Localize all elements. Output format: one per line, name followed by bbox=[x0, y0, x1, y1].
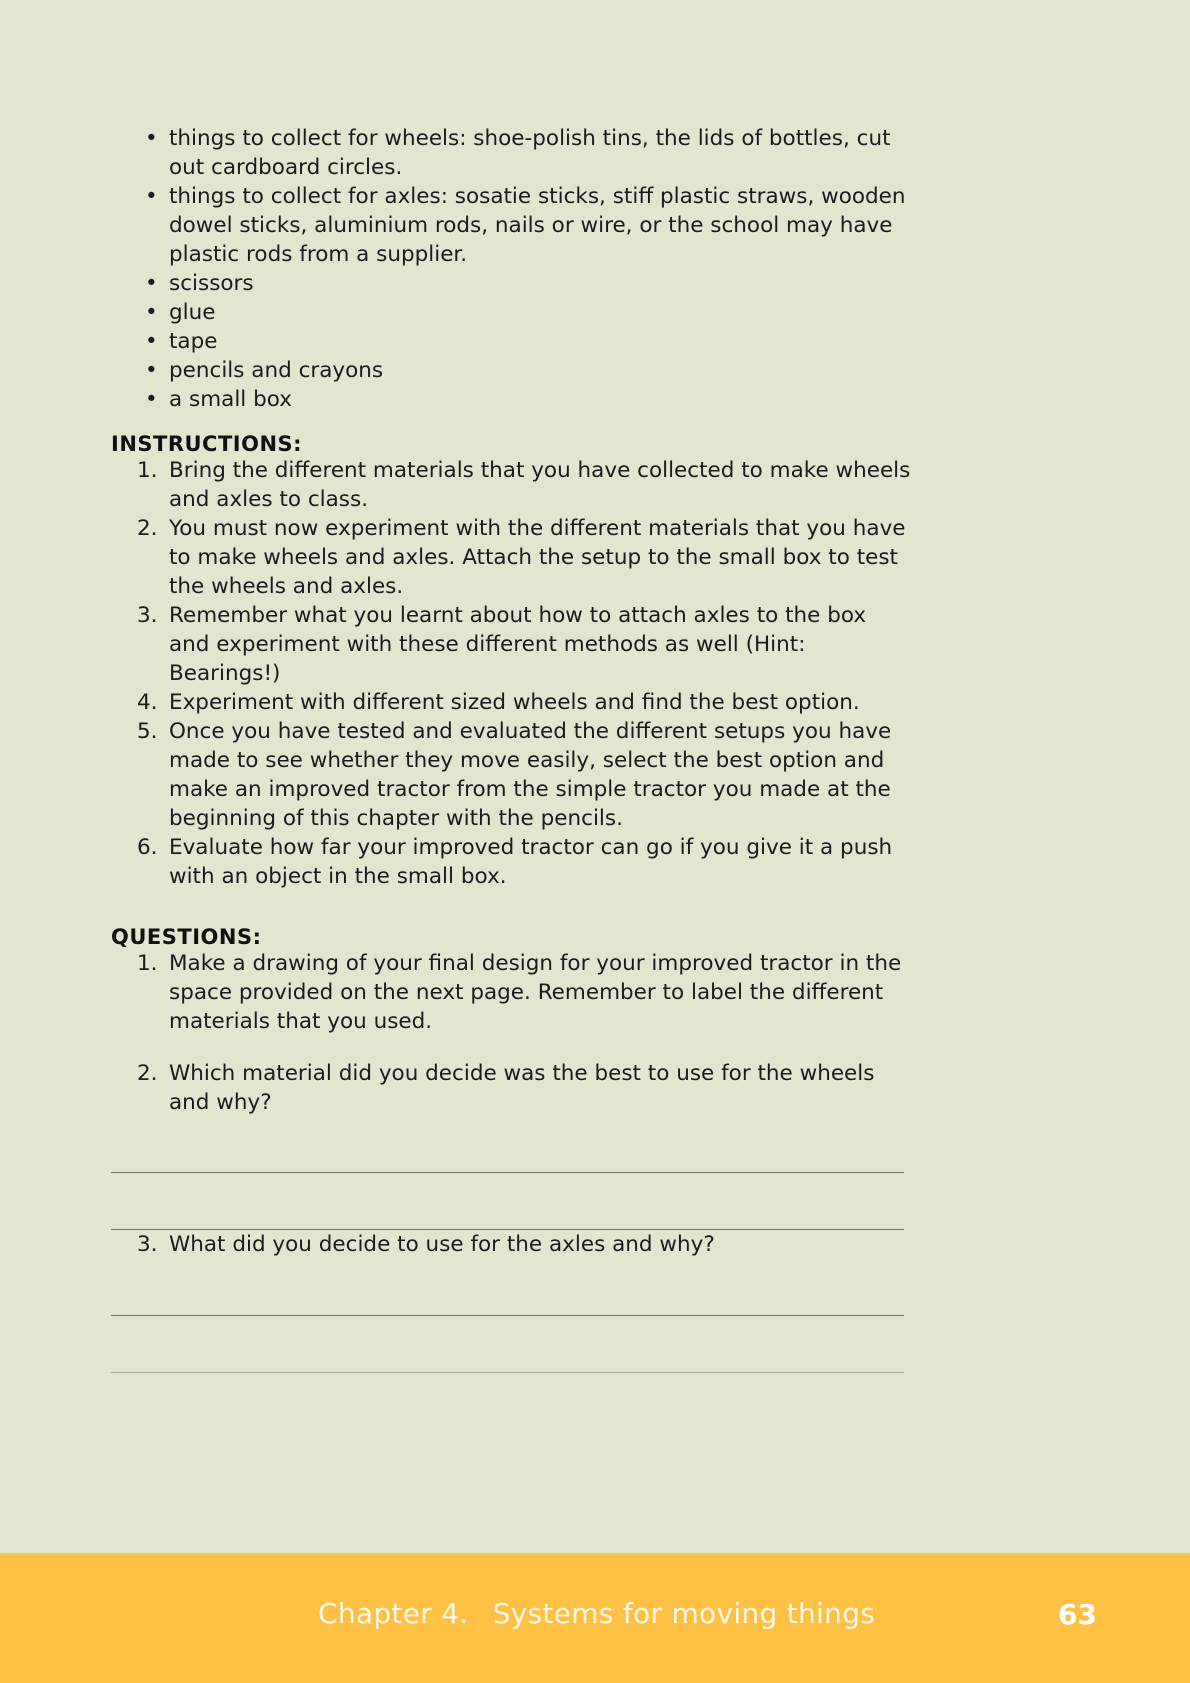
step-number: 4. bbox=[137, 690, 158, 715]
questions-list bbox=[111, 949, 911, 1117]
step-text: Evaluate how far your improved tractor can go if you give it a push with an object in the small box. bbox=[169, 835, 893, 889]
bullet-marker: • bbox=[145, 329, 158, 354]
chapter-name: Systems for moving things bbox=[492, 1597, 876, 1630]
step-number: 5. bbox=[137, 719, 158, 744]
bullet-marker: • bbox=[145, 126, 158, 151]
step-text: You must now experiment with the different materials that you have to make wheels and axles. Attach the setup to the small box to test the wheels and axles. bbox=[169, 516, 906, 599]
list-item-text: things to collect for axles: sosatie sticks, stiff plastic straws, wooden dowel sticks, aluminium rods, nails or wire, or the school may have plastic rods from a supplier. bbox=[169, 184, 906, 267]
page-footer bbox=[0, 1553, 1190, 1683]
list-item bbox=[111, 298, 911, 327]
question-number: 3. bbox=[137, 1232, 158, 1257]
question-item bbox=[111, 1230, 911, 1259]
question-text: What did you decide to use for the axles and why? bbox=[169, 1232, 715, 1257]
questions-list-continued bbox=[111, 1230, 911, 1259]
step-text: Remember what you learnt about how to attach axles to the box and experiment with these different methods as well (Hint: Bearings!) bbox=[169, 603, 867, 686]
answer-line[interactable] bbox=[111, 1315, 904, 1316]
list-item bbox=[111, 385, 911, 414]
instructions-list bbox=[111, 456, 911, 891]
step-number: 2. bbox=[137, 516, 158, 541]
list-item-text: glue bbox=[169, 300, 216, 325]
step-number: 3. bbox=[137, 603, 158, 628]
page-content bbox=[111, 124, 911, 1373]
list-item-text: a small box bbox=[169, 387, 292, 412]
bullet-marker: • bbox=[145, 300, 158, 325]
list-item-text: things to collect for wheels: shoe-polish tins, the lids of bottles, cut out cardboard circles. bbox=[169, 126, 891, 180]
materials-list bbox=[111, 124, 911, 414]
answer-line[interactable] bbox=[111, 1372, 904, 1373]
question-item bbox=[111, 949, 911, 1036]
instructions-heading: INSTRUCTIONS: bbox=[111, 432, 303, 456]
instruction-step bbox=[111, 514, 911, 601]
bullet-marker: • bbox=[145, 358, 158, 383]
bullet-marker: • bbox=[145, 271, 158, 296]
list-item bbox=[111, 124, 911, 182]
list-item bbox=[111, 182, 911, 269]
bullet-marker: • bbox=[145, 184, 158, 209]
question-item bbox=[111, 1059, 911, 1117]
question-number: 1. bbox=[137, 951, 158, 976]
instruction-step bbox=[111, 456, 911, 514]
bullet-marker: • bbox=[145, 387, 158, 412]
questions-heading: QUESTIONS: bbox=[111, 925, 262, 949]
step-text: Experiment with different sized wheels and find the best option. bbox=[169, 690, 860, 715]
instruction-step bbox=[111, 717, 911, 833]
question-text: Make a drawing of your final design for your improved tractor in the space provided on the next page. Remember to label the different materials that you used. bbox=[169, 951, 902, 1034]
list-item bbox=[111, 327, 911, 356]
question-number: 2. bbox=[137, 1061, 158, 1086]
page-number: 63 bbox=[1058, 1598, 1097, 1631]
instruction-step bbox=[111, 833, 911, 891]
answer-line[interactable] bbox=[111, 1172, 904, 1173]
step-text: Bring the different materials that you have collected to make wheels and axles to class. bbox=[169, 458, 911, 512]
chapter-title bbox=[318, 1553, 875, 1675]
list-item bbox=[111, 356, 911, 385]
list-item-text: tape bbox=[169, 329, 218, 354]
step-text: Once you have tested and evaluated the different setups you have made to see whether they move easily, select the best option and make an improved tractor from the simple tractor you made at the beginning of this chapter with the pencils. bbox=[169, 719, 892, 831]
list-item bbox=[111, 269, 911, 298]
list-item-text: pencils and crayons bbox=[169, 358, 384, 383]
instruction-step bbox=[111, 688, 911, 717]
question-text: Which material did you decide was the best to use for the wheels and why? bbox=[169, 1061, 875, 1115]
chapter-label: Chapter 4. bbox=[318, 1597, 469, 1630]
instruction-step bbox=[111, 601, 911, 688]
list-item-text: scissors bbox=[169, 271, 254, 296]
step-number: 6. bbox=[137, 835, 158, 860]
step-number: 1. bbox=[137, 458, 158, 483]
